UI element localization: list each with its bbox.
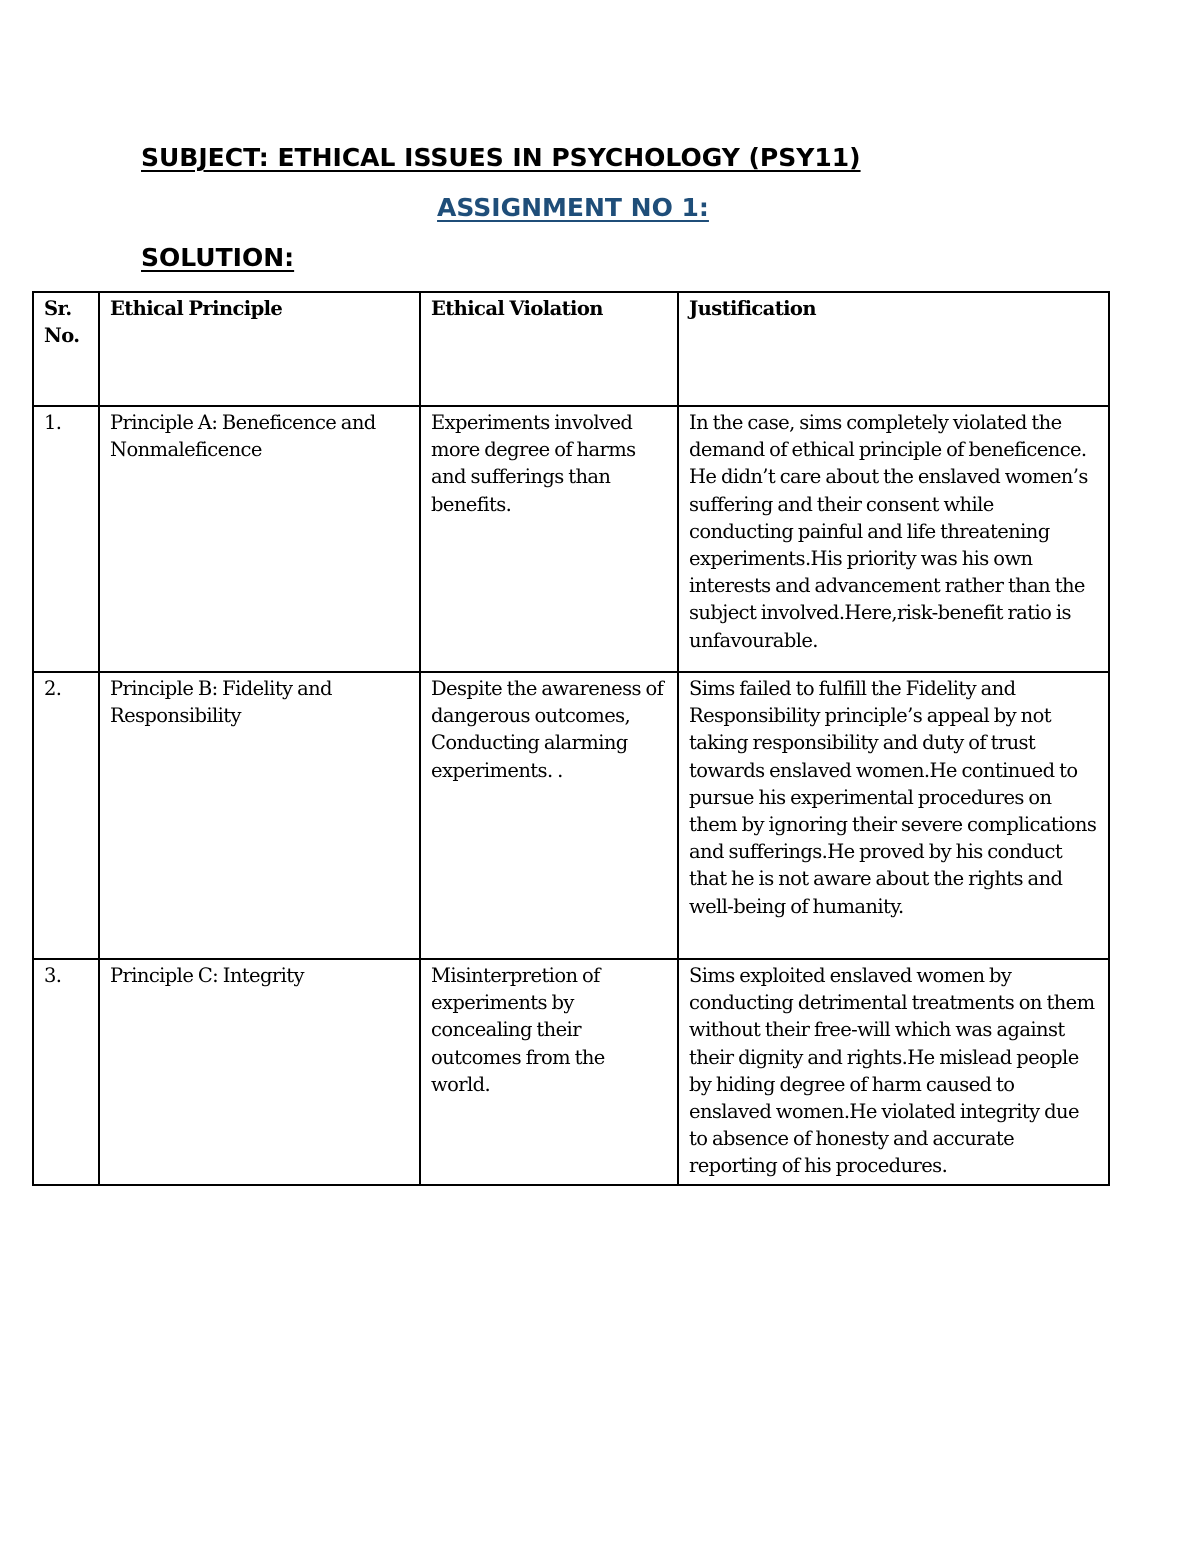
column-header-ethical-violation: Ethical Violation [420,292,678,406]
sr-no-cell: 1. [33,406,99,672]
principle-cell: Principle B: Fidelity and Responsibility [99,672,420,959]
justification-cell: In the case, sims completely violated the demand of ethical principle of beneficence. He didn’t care about the enslaved women’s suffering and their consent while conducting painful and life threatening experiments.His priority was his own interests and advancement rather than the subject involved.Here,risk-benefit ratio is unfavourable. [678,406,1109,672]
solution-table [32,291,1110,1186]
sr-no-cell: 2. [33,672,99,959]
column-header-ethical-principle: Ethical Principle [99,292,420,406]
column-header-sr-no: Sr. No. [33,292,99,406]
table-row [33,406,1109,672]
solution-heading: SOLUTION: [141,243,295,272]
violation-cell: Misinterpretion of experiments by concealing their outcomes from the world. [420,959,678,1185]
table-header-row [33,292,1109,406]
justification-cell: Sims exploited enslaved women by conducting detrimental treatments on them without their free-will which was against their dignity and rights.He mislead people by hiding degree of harm caused to enslaved women.He violated integrity due to absence of honesty and accurate reporting of his procedures. [678,959,1109,1185]
subject-heading: SUBJECT: ETHICAL ISSUES IN PSYCHOLOGY (PSY11) [141,143,861,172]
sr-no-cell: 3. [33,959,99,1185]
justification-cell: Sims failed to fulfill the Fidelity and Responsibility principle’s appeal by not taking responsibility and duty of trust towards enslaved women.He continued to pursue his experimental procedures on them by ignoring their severe complications and sufferings.He proved by his conduct that he is not aware about the rights and well-being of humanity. [678,672,1109,959]
principle-cell: Principle A: Beneficence and Nonmaleficence [99,406,420,672]
table-row [33,959,1109,1185]
violation-cell: Experiments involved more degree of harms and sufferings than benefits. [420,406,678,672]
column-header-justification: Justification [678,292,1109,406]
table-row [33,672,1109,959]
violation-cell: Despite the awareness of dangerous outcomes, Conducting alarming experiments. . [420,672,678,959]
principle-cell: Principle C: Integrity [99,959,420,1185]
assignment-heading: ASSIGNMENT NO 1: [437,193,709,222]
